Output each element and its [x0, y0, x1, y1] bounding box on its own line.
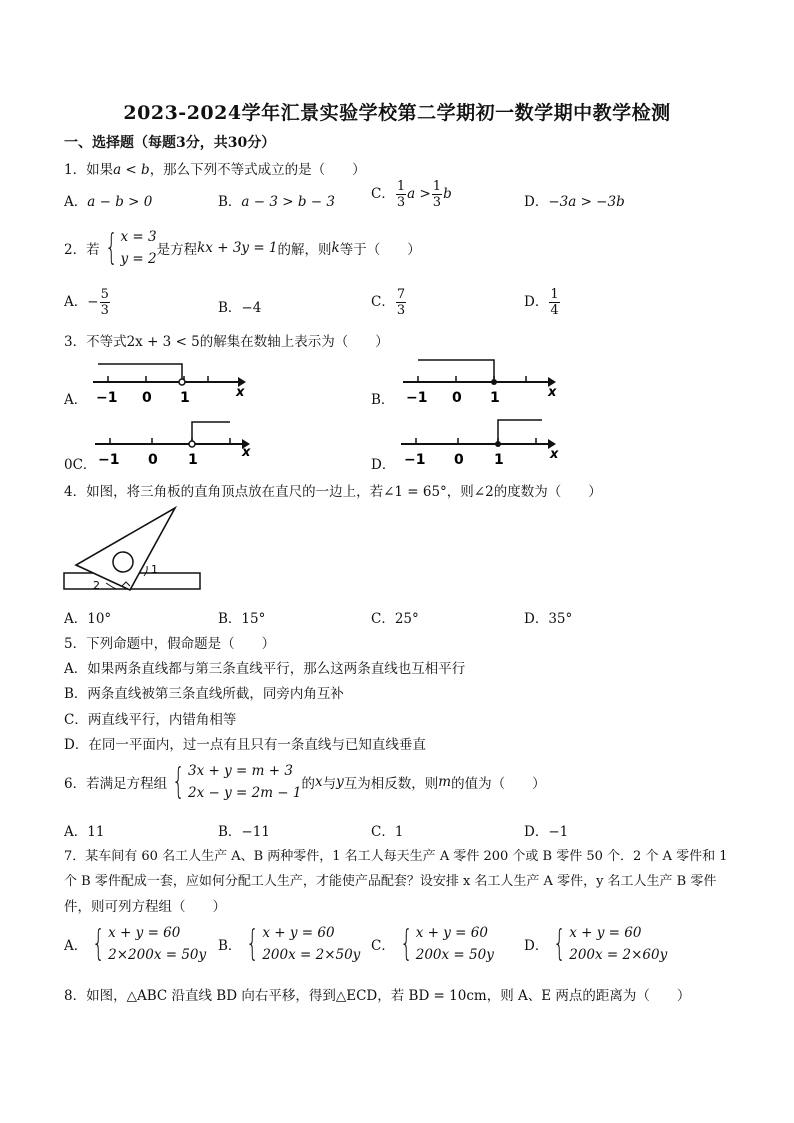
solution-range [192, 422, 230, 441]
q6-option-b[interactable]: B．−11 [218, 824, 270, 840]
closed-point [495, 441, 501, 447]
q6-post: 的 [301, 776, 315, 792]
q7-d-line2: 200x = 2×60y [569, 947, 668, 963]
q4-option-d[interactable]: D．35° [524, 611, 573, 627]
q2-a-label: A．− [64, 294, 99, 310]
q7-b-line1: x + y = 60 [262, 925, 335, 941]
q1-d-label: D． [524, 194, 549, 210]
q7-a-line1: x + y = 60 [108, 925, 181, 941]
q7-c-line2: 200x = 50y [415, 947, 494, 963]
q7-a-brace: { [92, 923, 106, 964]
q4-option-a[interactable]: A．10° [64, 611, 112, 627]
q1-b-expr: a − 3 > b − 3 [241, 194, 335, 210]
q6-m: m [438, 774, 452, 790]
q2-line2: y = 2 [120, 251, 157, 267]
q2-post2: 的解，则 [277, 242, 332, 258]
q3-option-d-label[interactable]: D． [371, 457, 396, 473]
q2-brace: { [104, 227, 118, 268]
axis-label: x [548, 385, 557, 400]
q7-c-label: C． [371, 938, 395, 954]
q5-option-d[interactable]: D．在同一平面内，过一点有且只有一条直线与已知直线垂直 [64, 737, 426, 753]
q8-stem: 8．如图，△ABC 沿直线 BD 向右平移，得到△ECD，若 BD = 10cm，则 A、E 两点的距离为（ ） [64, 988, 691, 1004]
q3-numberline-b [398, 356, 568, 408]
q4-stem: 4．如图，将三角板的直角顶点放在直尺的一边上，若∠1 = 65°，则∠2的度数为（ ） [64, 484, 602, 500]
triangle-hole [113, 552, 133, 572]
q1-option-d[interactable] [524, 190, 625, 210]
q6-mid: 与 [322, 776, 337, 792]
q1-a-expr: a − b > 0 [87, 194, 153, 210]
q6-option-a[interactable]: A．11 [64, 824, 105, 840]
page-title: 2023-2024学年汇景实验学校第二学期初一数学期中教学检测 [123, 102, 671, 124]
q2-option-c[interactable] [371, 288, 407, 317]
q2-c-den: 3 [396, 303, 406, 318]
q2-stem [64, 226, 421, 270]
tick-label: 0 [454, 452, 464, 468]
tick-label: −1 [98, 452, 120, 468]
q5-option-a[interactable]: A．如果两条直线都与第三条直线平行，那么这两条直线也互相平行 [64, 661, 466, 677]
q6-option-d[interactable]: D．−1 [524, 824, 569, 840]
tick-label: −1 [404, 452, 426, 468]
q1-stem-post: ，那么下列不等式成立的是（ ） [149, 162, 366, 178]
tick-label: 1 [494, 452, 504, 468]
q4-figure [60, 504, 210, 596]
q7-option-d[interactable] [524, 922, 667, 966]
q2-c-frac [396, 288, 406, 317]
q2-k: k [331, 240, 340, 256]
q7-option-c[interactable] [371, 922, 494, 966]
q2-line1: x = 3 [120, 229, 157, 245]
angle-2-label: 2 [93, 579, 100, 592]
q5-option-c[interactable]: C．两直线平行，内错角相等 [64, 712, 237, 728]
q2-a-num: 5 [100, 287, 109, 302]
q7-b-line2: 200x = 2×50y [262, 947, 361, 963]
q6-y: y [336, 774, 344, 790]
q4-option-b[interactable]: B．15° [218, 611, 266, 627]
tick-label: 0 [148, 452, 158, 468]
q7-line1: 7．某车间有 60 名工人生产 A、B 两种零件，1 名工人每天生产 A 零件 200 个或 B 零件 50 个．2 个 A 零件和 1 [64, 849, 728, 864]
open-point [189, 441, 195, 447]
q5-stem: 5．下列命题中，假命题是（ ） [64, 636, 276, 652]
q2-c-num: 7 [396, 287, 406, 302]
q7-a-label: A． [64, 938, 88, 954]
q7-c-line1: x + y = 60 [415, 925, 488, 941]
q6-line2: 2x − y = 2m − 1 [188, 785, 302, 801]
q1-option-c[interactable] [371, 180, 452, 209]
q6-x: x [315, 774, 323, 790]
q2-system [100, 226, 157, 270]
q1-c-label: C． [371, 186, 395, 202]
solution-range [498, 420, 542, 441]
q2-option-a[interactable] [64, 288, 111, 317]
q4-option-c[interactable]: C．25° [371, 611, 419, 627]
q7-option-b[interactable] [218, 922, 360, 966]
q2-post3: 等于（ ） [339, 242, 421, 258]
q1-c-frac2 [432, 180, 442, 209]
q1-d-expr: −3a > −3b [548, 194, 625, 210]
q2-post: 是方程 [156, 242, 198, 258]
open-point [179, 379, 185, 385]
q1-c-frac1 [396, 180, 406, 209]
q2-a-frac [100, 288, 110, 317]
q3-numberline-d [396, 416, 568, 468]
q2-d-label: D． [524, 294, 549, 310]
q1-option-b[interactable] [218, 190, 335, 210]
q6-mid2: 互为相反数，则 [343, 776, 439, 792]
q7-line2: 个 B 零件配成一套，应如何分配工人生产，才能使产品配套？设安排 x 名工人生产 A 零件，y 名工人生产 B 零件 [64, 874, 717, 889]
axis-label: x [242, 445, 251, 460]
q7-a-line2: 2×200x = 50y [108, 947, 207, 963]
q1-c-frac1-den: 3 [396, 195, 406, 210]
q6-brace: { [172, 761, 185, 802]
q2-d-frac [549, 288, 559, 317]
tick-label: 1 [180, 390, 190, 406]
tick-label: 1 [188, 452, 198, 468]
q7-d-label: D． [524, 938, 549, 954]
q6-pre: 6．若满足方程组 [64, 776, 168, 792]
q1-stem-pre: 1．如果 [64, 162, 114, 178]
q1-c-end: b [443, 186, 452, 202]
section-heading: 一、选择题（每题3分，共30分） [64, 135, 276, 151]
angle-1-label: 1 [151, 563, 158, 576]
q1-b-label: B． [218, 194, 242, 210]
q3-option-b-label[interactable]: B． [371, 392, 395, 408]
tick-label: −1 [96, 390, 118, 406]
q6-option-c[interactable]: C．1 [371, 824, 404, 840]
q6-line1: 3x + y = m + 3 [188, 763, 293, 779]
q1-c-frac2-num: 1 [432, 179, 442, 194]
q2-d-den: 4 [550, 303, 559, 318]
q3-option-c-label[interactable]: 0C． [64, 457, 97, 473]
q2-d-num: 1 [550, 287, 559, 302]
q1-c-mid: a > [407, 186, 431, 202]
q1-stem [64, 158, 366, 178]
q7-b-label: B． [218, 938, 242, 954]
axis-label: x [236, 385, 245, 400]
q1-c-frac2-den: 3 [432, 195, 442, 210]
q3-option-a-label[interactable]: A． [64, 392, 88, 408]
axis-label: x [550, 447, 559, 462]
q7-c-brace: { [399, 923, 413, 964]
q2-option-b[interactable]: B．−4 [218, 300, 262, 316]
q1-c-frac1-num: 1 [396, 179, 406, 194]
q3-numberline-c [90, 416, 260, 468]
q7-b-brace: { [246, 923, 260, 964]
q7-option-a[interactable] [64, 922, 206, 966]
q6-stem [64, 760, 546, 804]
q2-c-label: C． [371, 294, 395, 310]
q2-a-den: 3 [100, 303, 109, 318]
q7-line3: 件，则可列方程组（ ） [64, 899, 226, 915]
q5-option-b[interactable]: B．两条直线被第三条直线所截，同旁内角互补 [64, 686, 344, 702]
q1-a-label: A． [64, 194, 88, 210]
q6-post2: 的值为（ ） [451, 776, 546, 792]
solution-range [98, 364, 182, 379]
q7-d-brace: { [553, 923, 567, 964]
tick-label: 0 [142, 390, 152, 406]
q2-pre: 2．若 [64, 242, 100, 258]
tick-label: −1 [406, 390, 428, 406]
q2-option-d[interactable] [524, 288, 561, 317]
tick-label: 1 [490, 390, 500, 406]
q1-option-a[interactable] [64, 190, 152, 210]
q3-stem: 3．不等式2x + 3 < 5的解集在数轴上表示为（ ） [64, 334, 389, 350]
q7-d-line1: x + y = 60 [569, 925, 642, 941]
tick-label: 0 [452, 390, 462, 406]
q6-system [167, 760, 301, 804]
q1-condition: a < b [113, 162, 150, 178]
q3-numberline-a [88, 360, 248, 410]
closed-point [491, 379, 497, 385]
q2-equation: kx + 3y = 1 [197, 240, 278, 256]
